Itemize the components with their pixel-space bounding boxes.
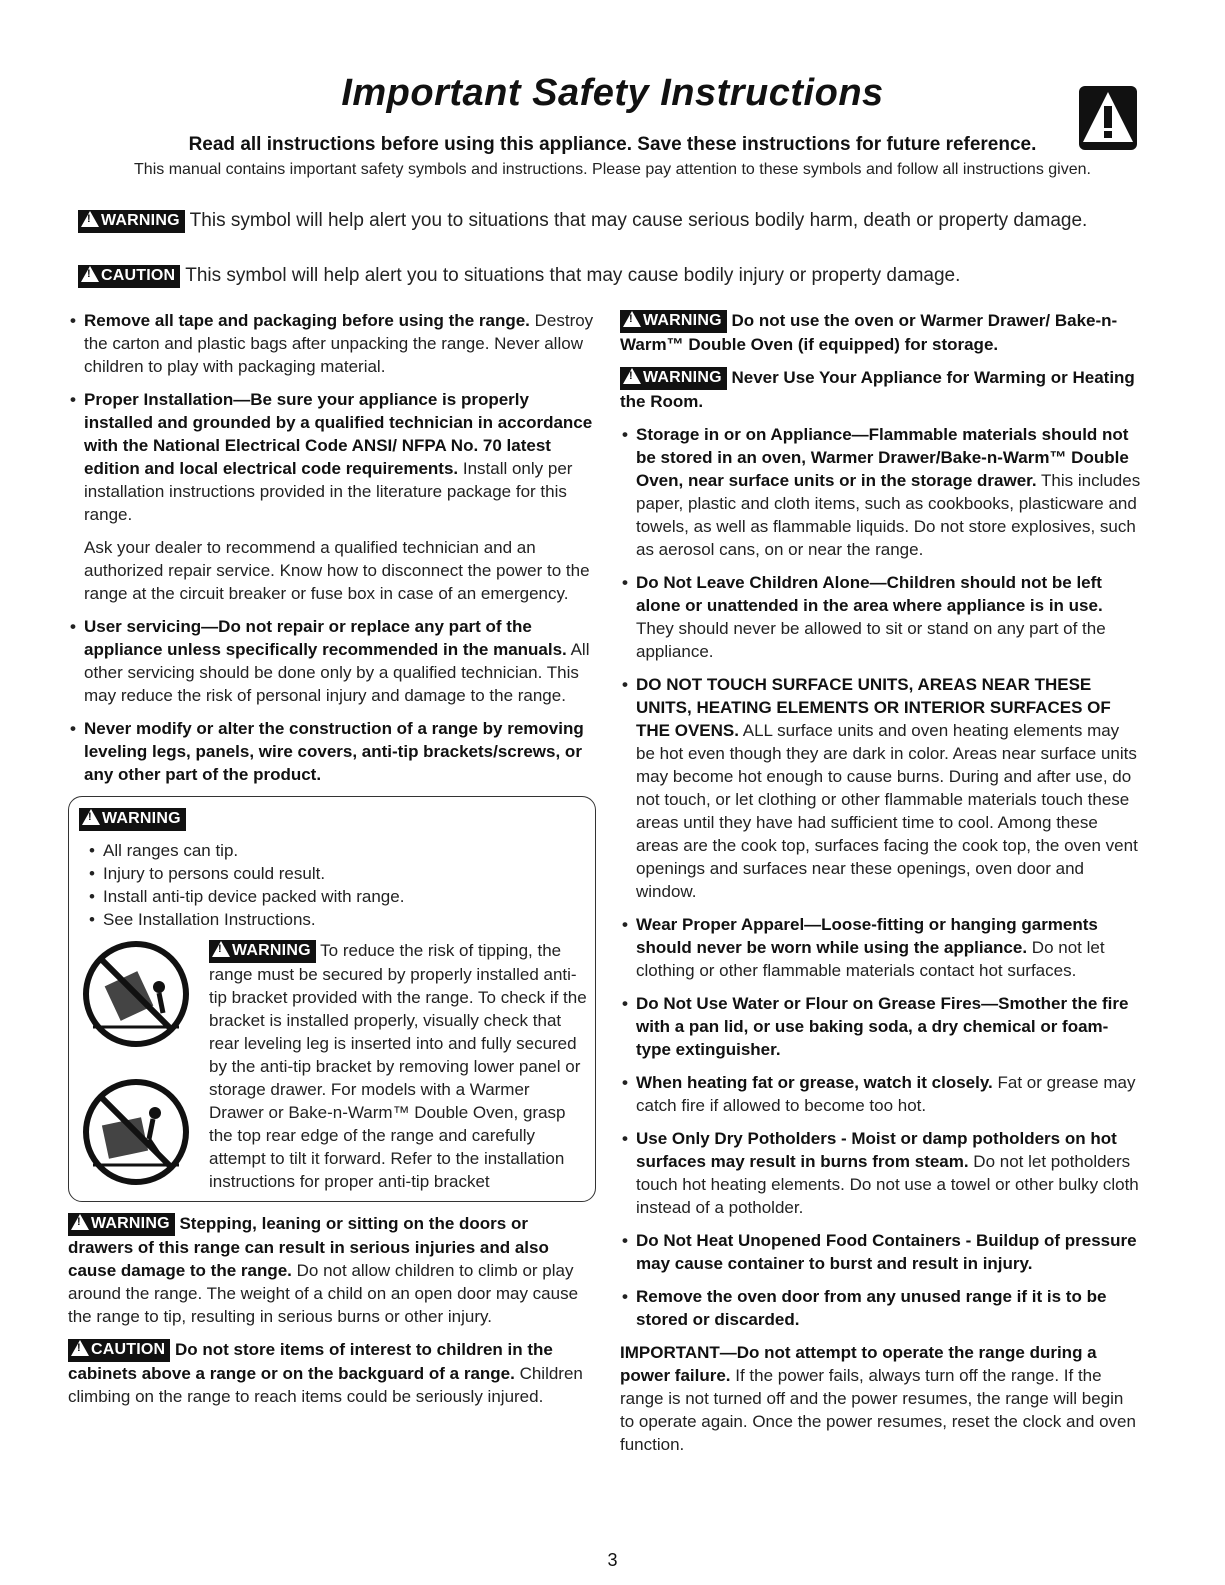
- anti-tip-instructions: To reduce the risk of tipping, the range must be secured by properly installed anti-tip bracket provided with the range. To check if the bracket is installed properly, visually check that rear leveling leg is inserted into and fully secured by the anti-tip bracket by removing lower panel or storage drawer. For models with a Warmer Drawer or Bake-n-Warm™ Double Oven, grasp the top rear edge of the range and carefully attempt to tilt it forward. Refer to the installation instructions for proper anti-tip bracket: [209, 941, 587, 1191]
- warning-badge: !WARNING: [209, 940, 316, 963]
- warning-definition: [78, 210, 1198, 233]
- instruction-item: • Do Not Heat Unopened Food Containers - Buildup of pressure may cause container to burst and result in injury.: [620, 1229, 1142, 1275]
- range-tip-icon: [81, 939, 191, 1049]
- subtitle: Read all instructions before using this appliance. Save these instructions for future reference.: [188, 134, 1037, 155]
- instruction-item: • Never modify or alter the construction of a range by removing leveling legs, panels, wire covers, anti-tip brackets/screws, or any other part of the product.: [68, 717, 596, 786]
- instruction-item: • Remove all tape and packaging before using the range. Destroy the carton and plastic bags after unpacking the range. Never allow children to play with packaging material.: [68, 309, 596, 378]
- caution-badge: !CAUTION: [78, 265, 180, 288]
- list-item: • See Installation Instructions.: [87, 908, 587, 931]
- instruction-item: • Proper Installation—Be sure your appliance is properly installed and grounded by a qualified technician in accordance with the National Electrical Code ANSI/ NFPA No. 70 latest edition and local electrical code requirements. Install only per installation instructions provided in the literature package for this range.: [68, 388, 596, 526]
- stepping-warning: !WARNING Stepping, leaning or sitting on the doors or drawers of this range can result in serious injuries and also cause damage to the range. Do not allow children to climb or play around the range. The weight of a child on an open door may cause the range to tip, resulting in serious burns or other injury.: [68, 1212, 596, 1328]
- warning-badge: !WARNING: [68, 1213, 175, 1236]
- instruction-item: • When heating fat or grease, watch it closely. Fat or grease may catch fire if allowed to become too hot.: [620, 1071, 1142, 1117]
- instruction-item: • DO NOT TOUCH SURFACE UNITS, AREAS NEAR THESE UNITS, HEATING ELEMENTS OR INTERIOR SURFACES OF THE OVENS. ALL surface units and oven heating elements may be hot even though they are dark in color. Areas near surface units may become hot enough to cause burns. During and after use, do not touch, or let clothing or other flammable materials touch these areas until they have had sufficient time to cool. Among these areas are the cook top, surfaces facing the cook top, the oven vent openings and surfaces near these openings, oven door and window.: [620, 673, 1142, 903]
- instruction-item: • Wear Proper Apparel—Loose-fitting or hanging garments should never be worn while using the appliance. Do not let clothing or other flammable materials contact hot surfaces.: [620, 913, 1142, 982]
- warning-triangle-icon: [623, 311, 641, 327]
- instruction-item: • User servicing—Do not repair or replace any part of the appliance unless specifically recommended in the manuals. All other servicing should be done only by a qualified technician. This may reduce the risk of personal injury and damage to the range.: [68, 615, 596, 707]
- caution-triangle-icon: [81, 266, 99, 282]
- warning-badge: !WARNING: [79, 808, 186, 831]
- list-item: • All ranges can tip.: [87, 839, 587, 862]
- room-heating-warning: !WARNING Never Use Your Appliance for Warming or Heating the Room.: [620, 366, 1142, 413]
- warning-badge: !WARNING: [620, 310, 727, 333]
- instruction-item: • Storage in or on Appliance—Flammable materials should not be stored in an oven, Warmer Drawer/Bake-n-Warm™ Double Oven, near surface units or in the storage drawer. This includes paper, plastic and cloth items, such as cookbooks, plasticware and towels, as well as flammable liquids. Do not store explosives, such as aerosol cans, on or near the range.: [620, 423, 1142, 561]
- list-item: • Injury to persons could result.: [87, 862, 587, 885]
- power-failure-note: IMPORTANT—Do not attempt to operate the range during a power failure. If the power fails, always turn off the range. If the range is not turned off and the power resumes, the range will begin to operate again. Once the power resumes, reset the clock and oven function.: [620, 1343, 1136, 1454]
- warning-triangle-icon: [82, 809, 100, 825]
- caution-triangle-icon: [71, 1340, 89, 1356]
- warning-badge: !WARNING: [78, 210, 185, 233]
- warning-triangle-icon: [81, 211, 99, 227]
- storage-caution: !CAUTION Do not store items of interest to children in the cabinets above a range or on the backguard of a range. Children climbing on the range to reach items could be seriously injured.: [68, 1338, 596, 1408]
- page-title: Important Safety Instructions: [341, 72, 884, 114]
- child-climbing-icon: [81, 1077, 191, 1187]
- instruction-item: • Do Not Leave Children Alone—Children should not be left alone or unattended in the area where appliance is in use. They should never be allowed to sit or stand on any part of the appliance.: [620, 571, 1142, 663]
- caution-definition-text: This symbol will help alert you to situations that may cause bodily injury or property damage.: [185, 265, 961, 286]
- caution-badge: !CAUTION: [68, 1339, 170, 1362]
- tip-warning-list: [87, 839, 587, 931]
- instruction-item: • Use Only Dry Potholders - Moist or damp potholders on hot surfaces may result in burns from steam. Do not let potholders touch hot heating elements. Do not use a towel or other bulky cloth instead of a potholder.: [620, 1127, 1142, 1219]
- warning-badge: !WARNING: [620, 367, 727, 390]
- intro-text: This manual contains important safety symbols and instructions. Please pay attention to these symbols and follow all instructions given.: [134, 161, 1091, 178]
- warning-triangle-icon: [212, 941, 230, 957]
- caution-definition: [78, 265, 1198, 288]
- warning-triangle-icon: [623, 368, 641, 384]
- right-column: [620, 309, 1142, 1466]
- instruction-item: • Do Not Use Water or Flour on Grease Fires—Smother the fire with a pan lid, or use baking soda, a dry chemical or foam-type extinguisher.: [620, 992, 1142, 1061]
- left-column: [68, 309, 596, 1418]
- page-number: 3: [607, 1550, 618, 1570]
- anti-tip-warning-box: [68, 796, 596, 1202]
- anti-tip-text-block: [79, 939, 587, 1193]
- warning-triangle-icon: [71, 1214, 89, 1230]
- instruction-item: • Remove the oven door from any unused range if it is to be stored or discarded.: [620, 1285, 1142, 1331]
- warning-definition-text: This symbol will help alert you to situations that may cause serious bodily harm, death or property damage.: [189, 210, 1088, 231]
- instruction-paragraph: Ask your dealer to recommend a qualified technician and an authorized repair service. Know how to disconnect the power to the range at the circuit breaker or fuse box in case of an emergency.: [84, 538, 590, 603]
- list-item: • Install anti-tip device packed with range.: [87, 885, 587, 908]
- oven-storage-warning: !WARNING Do not use the oven or Warmer Drawer/ Bake-n-Warm™ Double Oven (if equipped) for storage.: [620, 309, 1142, 356]
